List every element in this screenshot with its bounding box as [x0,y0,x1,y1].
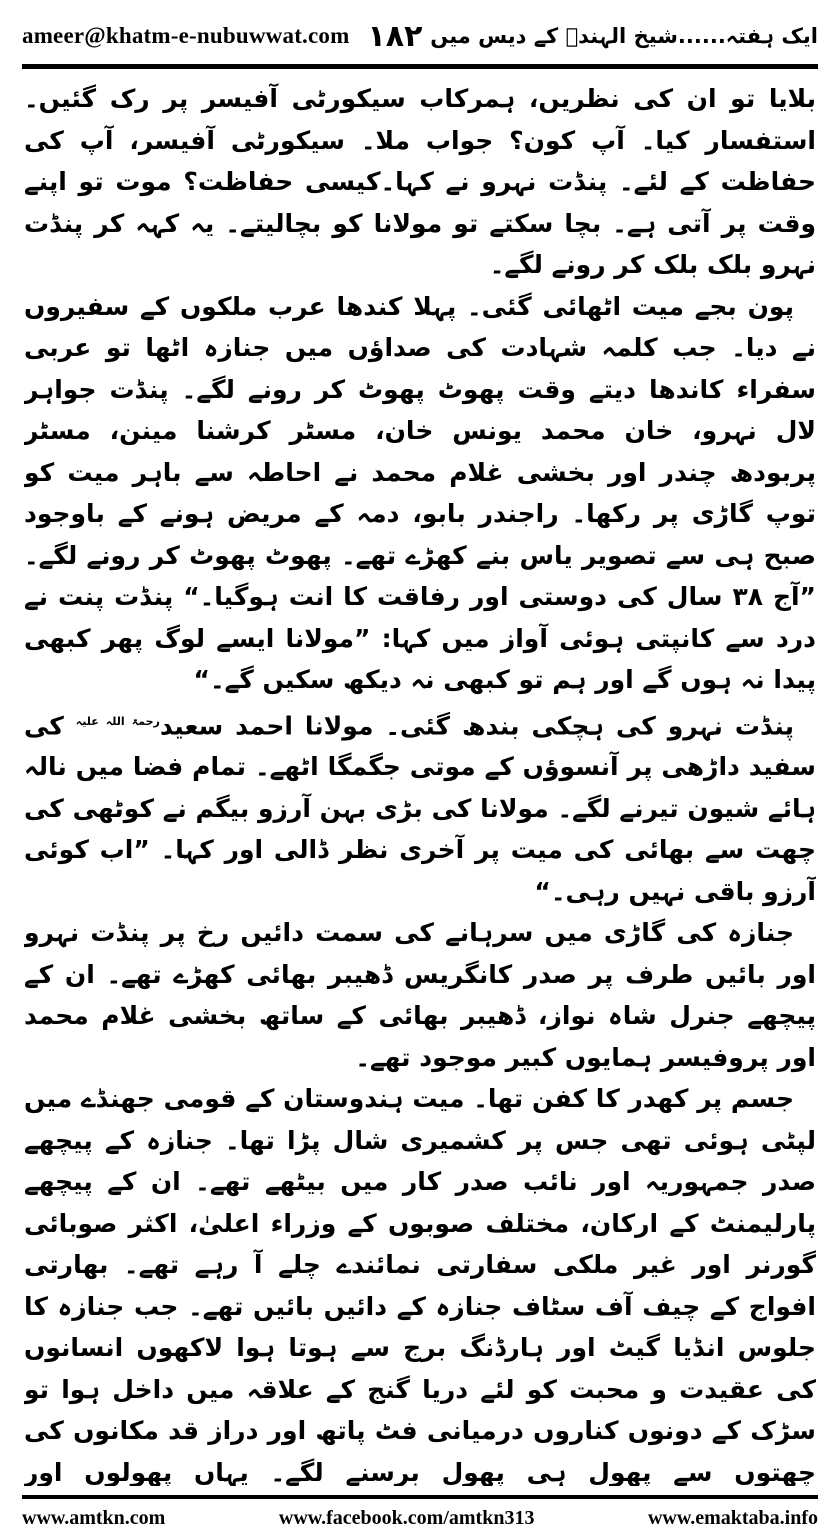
paragraph-2: پون بجے میت اٹھائی گئی۔ پہلا کندھا عرب ملکوں کے سفیروں نے دیا۔ جب کلمہ شہادت کی صداؤں میں جنازہ اٹھا تو عربی سفراء کاندھا دیتے وقت پھوٹ پھوٹ کر رونے لگے۔ پنڈت جواہر لال نہرو، خان محمد یونس خان، مسٹر کرشنا مینن، مسٹر پربودھ چندر اور بخشی غلام محمد نے احاطہ سے باہر میت کو توپ گاڑی پر رکھا۔ راجندر بابو، دمہ کے مریض ہونے کے باوجود صبح ہی سے تصویر یاس بنے کھڑے تھے۔ پھوٹ پھوٹ کر رونے لگے۔ ”آج ۳۸ سال کی دوستی اور رفاقت کا انت ہوگیا۔“ پنڈت پنت نے درد سے کانپتی ہوئی آواز میں کہا: ”مولانا ایسے لوگ پھر کبھی پیدا نہ ہوں گے اور ہم تو کبھی نہ دیکھ سکیں گے۔“ [24,291,816,694]
header-rule [22,64,818,69]
paragraph-5: جسم پر کھدر کا کفن تھا۔ میت ہندوستان کے قومی جھنڈے میں لپٹی ہوئی تھی جس پر کشمیری شال پڑا تھا۔ جنازہ کے پیچھے صدر جمہوریہ اور نائب صدر کار میں بیٹھے تھے۔ ان کے پیچھے پارلیمنٹ کے ارکان، مختلف صوبوں کے وزراء اعلیٰ، اکثر صوبائی گورنر اور غیر ملکی سفارتی نمائندے چلے آ رہے تھے۔ بھارتی افواج کے چیف آف سٹاف جنازہ کے دائیں بائیں تھے۔ جب جنازہ کا جلوس انڈیا گیٹ اور ہارڈنگ برج سے ہوتا ہوا لاکھوں انسانوں کی عقیدت و محبت کو لئے دریا گنج کے علاقہ میں داخل ہوا تو سڑک کے دونوں کناروں درمیانی فٹ پاتھ اور دراز قد مکانوں کی چھتوں سے پھول ہی پھول برسنے لگے۔ یہاں پھولوں اور [24,1084,816,1486]
paragraph-3-part-1: پنڈت نہرو کی ہچکی بندھ گئی۔ مولانا احمد سعید [159,710,794,740]
paragraph-3 [24,701,816,913]
body-text [24,78,816,1486]
honorific-mark: رحمۃ اللہ علیہ [75,714,160,728]
footer-rule [22,1495,818,1499]
paragraph-1: بلایا تو ان کی نظریں، ہمرکاب سیکورٹی آفیسر پر رک گئیں۔ استفسار کیا۔ آپ کون؟ جواب ملا۔ سیکورٹی آفیسر، آپ کی حفاظت کے لئے۔ پنڈت نہرو نے کہا۔کیسی حفاظت؟ موت تو اپنے وقت پر آتی ہے۔ بچا سکتے تو مولانا کو بچالیتے۔ یہ کہہ کر پنڈت نہرو بلک بلک کر رونے لگے۔ [24,84,816,279]
page-number: ۱۸۲ [367,18,423,54]
page-header [22,14,818,58]
header-left-group [22,19,422,54]
paragraph-3-part-2: کی سفید داڑھی پر آنسوؤں کے موتی جگمگا اٹھے۔ تمام فضا میں نالہ ہائے شیون تیرنے لگے۔ مولانا کی بڑی بہن آرزو بیگم نے کوٹھی کی چھت سے بھائی کی میت پر آخری نظر ڈالی اور کہا۔ ”اب کوئی آرزو باقی نہیں رہی۔“ [24,710,816,906]
running-title: ایک ہفتہ......شیخ الہندؒ کے دیس میں [430,24,818,48]
page-footer [22,1503,818,1533]
paragraph-4: جنازہ کی گاڑی میں سرہانے کی سمت دائیں رخ پر پنڈت نہرو اور بائیں طرف پر صدر کانگریس ڈھیبر بھائی کھڑے تھے۔ ان کے پیچھے جنرل شاہ نواز، ڈھیبر بھائی کے ساتھ بخشی غلام محمد اور پروفیسر ہمایوں کبیر موجود تھے۔ [24,918,816,1072]
footer-link-facebook[interactable]: www.facebook.com/amtkn313 [278,1506,535,1529]
footer-link-emaktaba[interactable]: www.emaktaba.info [647,1506,818,1529]
footer-link-amtkn[interactable]: www.amtkn.com [22,1506,166,1529]
header-email: ameer@khatm-e-nubuwwat.com [22,23,350,48]
